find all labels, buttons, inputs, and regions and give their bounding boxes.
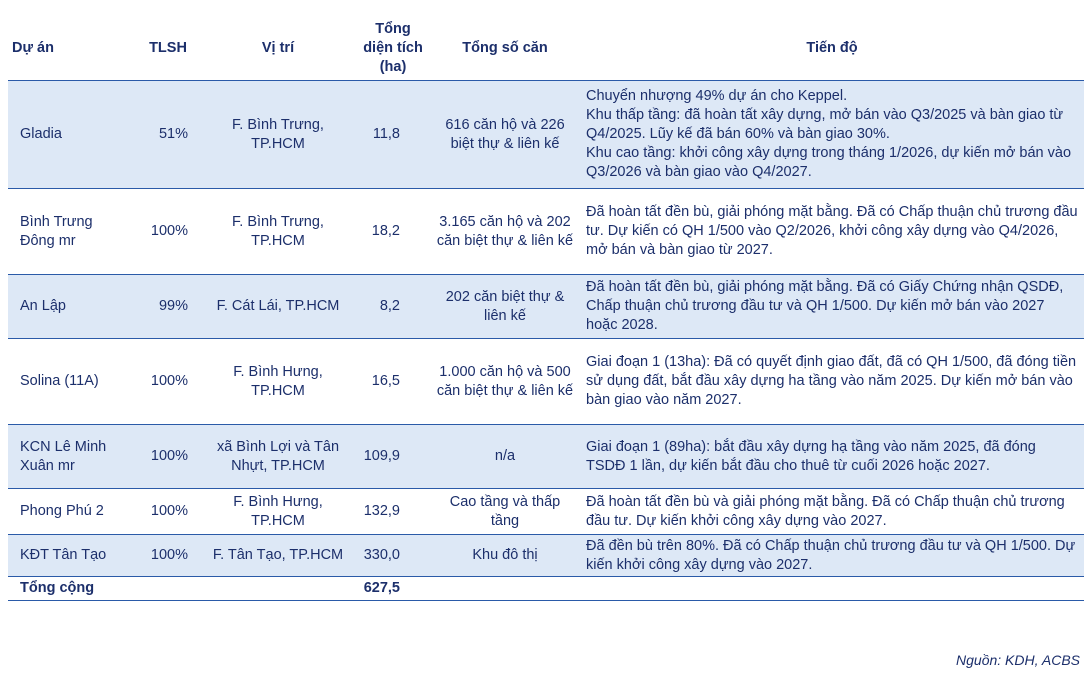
location-cell: F. Cát Lái, TP.HCM <box>206 275 350 339</box>
location-cell: F. Bình Hưng, TP.HCM <box>206 339 350 425</box>
progress-cell: Đã hoàn tất đền bù, giải phóng mặt bằng. Đã có Giấy Chứng nhận QSDĐ, Chấp thuận chủ trương đầu tư và QH 1/500. Dự kiến mở bán vào 2027 hoặc 2028. <box>580 275 1084 339</box>
progress-cell: Đã đền bù trên 80%. Đã có Chấp thuận chủ trương đầu tư và QH 1/500. Dự kiến khởi công xây dựng vào 2027. <box>580 535 1084 577</box>
project-cell: Phong Phú 2 <box>8 489 130 535</box>
units-cell: 3.165 căn hộ và 202 căn biệt thự & liên kế <box>430 189 580 275</box>
tlsh-cell: 51% <box>130 81 206 189</box>
area-cell: 330,0 <box>350 535 430 577</box>
location-cell: F. Bình Hưng, TP.HCM <box>206 489 350 535</box>
tlsh-cell: 100% <box>130 535 206 577</box>
area-cell: 109,9 <box>350 425 430 489</box>
project-cell: Gladia <box>8 81 130 189</box>
total-row <box>8 577 1084 601</box>
total-progress <box>580 577 1084 601</box>
source-note: Nguồn: KDH, ACBS <box>956 652 1080 668</box>
area-cell: 11,8 <box>350 81 430 189</box>
progress-cell: Đã hoàn tất đền bù và giải phóng mặt bằng. Đã có Chấp thuận chủ trương đầu tư. Dự kiến khởi công xây dựng vào 2027. <box>580 489 1084 535</box>
table-row <box>8 425 1084 489</box>
total-location <box>206 577 350 601</box>
location-cell: F. Bình Trưng, TP.HCM <box>206 189 350 275</box>
area-cell: 8,2 <box>350 275 430 339</box>
progress-cell: Giai đoạn 1 (13ha): Đã có quyết định giao đất, đã có QH 1/500, đã đóng tiền sử dụng đất, bắt đầu xây dựng ha tầng vào năm 2025. Dự kiến mở bán vào bàn giao vào năm 2027. <box>580 339 1084 425</box>
tlsh-cell: 100% <box>130 189 206 275</box>
progress-cell: Giai đoạn 1 (89ha): bắt đầu xây dựng hạ tầng vào năm 2025, đã đóng TSDĐ 1 lần, dự kiến bắt đầu cho thuê từ cuối 2026 hoặc 2027. <box>580 425 1084 489</box>
header-units: Tổng số căn <box>430 16 580 81</box>
project-cell: Bình Trưng Đông mr <box>8 189 130 275</box>
table-row <box>8 339 1084 425</box>
total-label: Tổng cộng <box>8 577 130 601</box>
tlsh-cell: 99% <box>130 275 206 339</box>
area-cell: 16,5 <box>350 339 430 425</box>
project-cell: An Lập <box>8 275 130 339</box>
header-tlsh: TLSH <box>130 16 206 81</box>
units-cell: 202 căn biệt thự & liên kế <box>430 275 580 339</box>
progress-cell: Chuyển nhượng 49% dự án cho Keppel. Khu thấp tầng: đã hoàn tất xây dựng, mở bán vào Q3/2025 và bàn giao từ Q4/2025. Lũy kế đã bán 60% và bàn giao 30%. Khu cao tầng: khởi công xây dựng trong tháng 1/2026, dự kiến mở bán vào Q3/2026 và bàn giao vào Q4/2027. <box>580 81 1084 189</box>
units-cell: n/a <box>430 425 580 489</box>
total-units <box>430 577 580 601</box>
location-cell: F. Bình Trưng, TP.HCM <box>206 81 350 189</box>
project-cell: Solina (11A) <box>8 339 130 425</box>
table-row <box>8 275 1084 339</box>
table-row <box>8 535 1084 577</box>
header-row <box>8 16 1084 81</box>
header-project: Dự án <box>8 16 130 81</box>
location-cell: F. Tân Tạo, TP.HCM <box>206 535 350 577</box>
header-area: Tổng diện tích (ha) <box>350 16 430 81</box>
location-cell: xã Bình Lợi và Tân Nhựt, TP.HCM <box>206 425 350 489</box>
header-progress: Tiến độ <box>580 16 1084 81</box>
table-row <box>8 81 1084 189</box>
tlsh-cell: 100% <box>130 339 206 425</box>
units-cell: 616 căn hộ và 226 biệt thự & liên kế <box>430 81 580 189</box>
units-cell: 1.000 căn hộ và 500 căn biệt thự & liên kế <box>430 339 580 425</box>
progress-cell: Đã hoàn tất đền bù, giải phóng mặt bằng. Đã có Chấp thuận chủ trương đầu tư. Dự kiến có QH 1/500 vào Q2/2026, khởi công xây dựng vào Q4/2026, mở bán và bàn giao từ 2027. <box>580 189 1084 275</box>
area-cell: 132,9 <box>350 489 430 535</box>
tlsh-cell: 100% <box>130 489 206 535</box>
units-cell: Cao tầng và thấp tầng <box>430 489 580 535</box>
project-cell: KĐT Tân Tạo <box>8 535 130 577</box>
project-table <box>8 16 1084 601</box>
table-row <box>8 489 1084 535</box>
table-row <box>8 189 1084 275</box>
total-area: 627,5 <box>350 577 430 601</box>
project-cell: KCN Lê Minh Xuân mr <box>8 425 130 489</box>
units-cell: Khu đô thị <box>430 535 580 577</box>
area-cell: 18,2 <box>350 189 430 275</box>
header-location: Vị trí <box>206 16 350 81</box>
total-tlsh <box>130 577 206 601</box>
tlsh-cell: 100% <box>130 425 206 489</box>
